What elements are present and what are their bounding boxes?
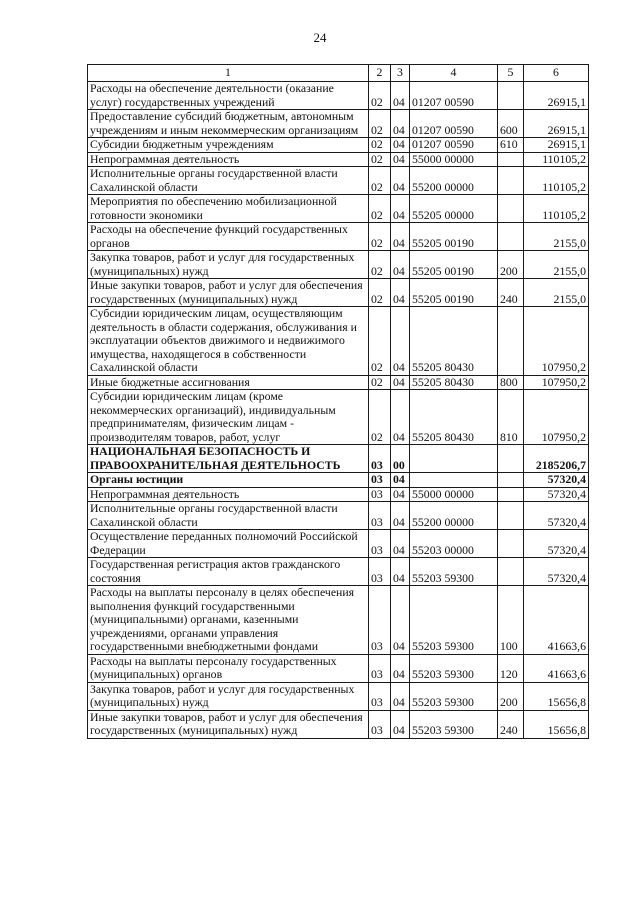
row-subsection: 00 (391, 445, 410, 473)
row-target-article: 55205 80430 (410, 307, 498, 376)
row-name: Закупка товаров, работ и услуг для государственных (муниципальных) нужд (88, 251, 369, 279)
row-subsection: 04 (391, 251, 410, 279)
row-section: 02 (369, 110, 391, 138)
row-expense-type: 240 (498, 710, 524, 738)
row-name: Субсидии бюджетным учреждениям (88, 138, 369, 153)
row-target-article: 55200 00000 (410, 167, 498, 195)
row-subsection: 04 (391, 138, 410, 153)
row-amount: 41663,6 (524, 586, 589, 655)
row-subsection: 04 (391, 167, 410, 195)
row-section: 03 (369, 654, 391, 682)
table-row (88, 279, 589, 307)
row-expense-type: 100 (498, 586, 524, 655)
row-section: 02 (369, 82, 391, 110)
table-row (88, 307, 589, 376)
row-name: Исполнительные органы государственной власти Сахалинской области (88, 167, 369, 195)
row-target-article: 55205 80430 (410, 375, 498, 390)
row-name: Субсидии юридическим лицам, осуществляющим деятельность в области содержания, обслуживания и эксплуатации объектов движимого и недвижимого имущества, находящегося в собственности Сахалинской области (88, 307, 369, 376)
row-section: 02 (369, 138, 391, 153)
table-row (88, 390, 589, 445)
row-subsection: 04 (391, 390, 410, 445)
row-expense-type (498, 167, 524, 195)
row-subsection: 04 (391, 152, 410, 167)
page-number: 24 (313, 30, 327, 45)
row-expense-type: 200 (498, 682, 524, 710)
row-amount: 57320,4 (524, 473, 589, 488)
row-amount: 57320,4 (524, 530, 589, 558)
row-amount: 15656,8 (524, 710, 589, 738)
row-name: Непрограммная деятельность (88, 152, 369, 167)
row-expense-type: 120 (498, 654, 524, 682)
row-expense-type: 610 (498, 138, 524, 153)
row-amount: 107950,2 (524, 390, 589, 445)
row-section: 03 (369, 558, 391, 586)
table-row (88, 445, 589, 473)
row-section: 02 (369, 279, 391, 307)
row-section: 02 (369, 307, 391, 376)
row-target-article: 55200 00000 (410, 502, 498, 530)
table-row (88, 138, 589, 153)
row-subsection: 04 (391, 502, 410, 530)
row-name: Государственная регистрация актов гражданского состояния (88, 558, 369, 586)
row-name: Иные закупки товаров, работ и услуг для обеспечения государственных (муниципальных) нужд (88, 279, 369, 307)
row-target-article: 55205 00190 (410, 279, 498, 307)
row-target-article (410, 445, 498, 473)
row-amount: 26915,1 (524, 110, 589, 138)
table-row (88, 710, 589, 738)
row-expense-type (498, 445, 524, 473)
row-amount: 2185206,7 (524, 445, 589, 473)
row-expense-type: 240 (498, 279, 524, 307)
row-expense-type (498, 473, 524, 488)
row-target-article: 55203 00000 (410, 530, 498, 558)
row-target-article: 55203 59300 (410, 586, 498, 655)
row-target-article (410, 473, 498, 488)
row-name: Расходы на обеспечение функций государственных органов (88, 223, 369, 251)
table-row (88, 110, 589, 138)
row-expense-type: 600 (498, 110, 524, 138)
row-name: Иные бюджетные ассигнования (88, 375, 369, 390)
row-target-article: 55203 59300 (410, 558, 498, 586)
header-col-5: 5 (498, 65, 524, 82)
row-section: 03 (369, 530, 391, 558)
row-section: 03 (369, 473, 391, 488)
row-target-article: 01207 00590 (410, 110, 498, 138)
row-expense-type: 200 (498, 251, 524, 279)
row-target-article: 55203 59300 (410, 654, 498, 682)
row-expense-type (498, 82, 524, 110)
row-amount: 110105,2 (524, 167, 589, 195)
row-target-article: 01207 00590 (410, 82, 498, 110)
row-expense-type (498, 152, 524, 167)
row-subsection: 04 (391, 82, 410, 110)
header-col-1: 1 (88, 65, 369, 82)
row-name: Иные закупки товаров, работ и услуг для обеспечения государственных (муниципальных) нужд (88, 710, 369, 738)
row-amount: 110105,2 (524, 152, 589, 167)
row-expense-type (498, 195, 524, 223)
table-row (88, 195, 589, 223)
header-col-2: 2 (369, 65, 391, 82)
row-expense-type (498, 530, 524, 558)
row-subsection: 04 (391, 375, 410, 390)
row-target-article: 55000 00000 (410, 152, 498, 167)
row-subsection: 04 (391, 195, 410, 223)
row-amount: 57320,4 (524, 487, 589, 502)
table-row (88, 152, 589, 167)
table-row (88, 82, 589, 110)
row-section: 02 (369, 152, 391, 167)
row-amount: 57320,4 (524, 558, 589, 586)
row-target-article: 55203 59300 (410, 710, 498, 738)
row-subsection: 04 (391, 487, 410, 502)
row-subsection: 04 (391, 586, 410, 655)
table-row (88, 251, 589, 279)
row-section: 02 (369, 390, 391, 445)
row-section: 03 (369, 710, 391, 738)
row-section: 03 (369, 586, 391, 655)
row-amount: 41663,6 (524, 654, 589, 682)
row-name: Расходы на выплаты персоналу государственных (муниципальных) органов (88, 654, 369, 682)
table-row (88, 375, 589, 390)
row-amount: 2155,0 (524, 279, 589, 307)
row-expense-type (498, 223, 524, 251)
row-subsection: 04 (391, 279, 410, 307)
table-row (88, 558, 589, 586)
budget-table (87, 64, 589, 739)
row-expense-type (498, 487, 524, 502)
row-amount: 2155,0 (524, 251, 589, 279)
row-subsection: 04 (391, 558, 410, 586)
row-subsection: 04 (391, 473, 410, 488)
row-subsection: 04 (391, 654, 410, 682)
row-name: Органы юстиции (88, 473, 369, 488)
table-row (88, 473, 589, 488)
row-target-article: 55000 00000 (410, 487, 498, 502)
row-name: НАЦИОНАЛЬНАЯ БЕЗОПАСНОСТЬ И ПРАВООХРАНИТЕЛЬНАЯ ДЕЯТЕЛЬНОСТЬ (88, 445, 369, 473)
row-section: 02 (369, 167, 391, 195)
table-row (88, 167, 589, 195)
row-name: Предоставление субсидий бюджетным, автономным учреждениям и иным некоммерческим организациям (88, 110, 369, 138)
row-name: Осуществление переданных полномочий Российской Федерации (88, 530, 369, 558)
row-amount: 26915,1 (524, 138, 589, 153)
header-col-6: 6 (524, 65, 589, 82)
row-target-article: 01207 00590 (410, 138, 498, 153)
row-target-article: 55203 59300 (410, 682, 498, 710)
row-subsection: 04 (391, 710, 410, 738)
row-name: Расходы на выплаты персоналу в целях обеспечения выполнения функций государственными (муниципальными) органами, казенными учреждениями, органами управления государственными внебюджетными фондами (88, 586, 369, 655)
row-section: 03 (369, 445, 391, 473)
row-section: 02 (369, 251, 391, 279)
row-amount: 15656,8 (524, 682, 589, 710)
row-section: 02 (369, 375, 391, 390)
table-row (88, 502, 589, 530)
table-row (88, 223, 589, 251)
row-target-article: 55205 00190 (410, 223, 498, 251)
row-name: Исполнительные органы государственной власти Сахалинской области (88, 502, 369, 530)
row-section: 03 (369, 682, 391, 710)
table-row (88, 487, 589, 502)
table-header-row (88, 65, 589, 82)
row-name: Субсидии юридическим лицам (кроме некоммерческих организаций), индивидуальным предпринимателям, физическим лицам - производителям товаров, работ, услуг (88, 390, 369, 445)
row-target-article: 55205 80430 (410, 390, 498, 445)
row-target-article: 55205 00190 (410, 251, 498, 279)
row-amount: 110105,2 (524, 195, 589, 223)
row-expense-type (498, 502, 524, 530)
table-row (88, 586, 589, 655)
row-subsection: 04 (391, 682, 410, 710)
row-expense-type (498, 558, 524, 586)
table-row (88, 654, 589, 682)
row-amount: 107950,2 (524, 375, 589, 390)
row-subsection: 04 (391, 110, 410, 138)
row-section: 03 (369, 487, 391, 502)
header-col-3: 3 (391, 65, 410, 82)
row-amount: 26915,1 (524, 82, 589, 110)
row-expense-type (498, 307, 524, 376)
row-name: Мероприятия по обеспечению мобилизационной готовности экономики (88, 195, 369, 223)
row-amount: 57320,4 (524, 502, 589, 530)
row-name: Закупка товаров, работ и услуг для государственных (муниципальных) нужд (88, 682, 369, 710)
row-name: Расходы на обеспечение деятельности (оказание услуг) государственных учреждений (88, 82, 369, 110)
row-expense-type: 800 (498, 375, 524, 390)
header-col-4: 4 (410, 65, 498, 82)
row-amount: 107950,2 (524, 307, 589, 376)
row-amount: 2155,0 (524, 223, 589, 251)
row-section: 02 (369, 223, 391, 251)
row-subsection: 04 (391, 530, 410, 558)
table-row (88, 530, 589, 558)
row-target-article: 55205 00000 (410, 195, 498, 223)
row-section: 03 (369, 502, 391, 530)
row-name: Непрограммная деятельность (88, 487, 369, 502)
row-section: 02 (369, 195, 391, 223)
table-row (88, 682, 589, 710)
row-subsection: 04 (391, 307, 410, 376)
row-subsection: 04 (391, 223, 410, 251)
row-expense-type: 810 (498, 390, 524, 445)
